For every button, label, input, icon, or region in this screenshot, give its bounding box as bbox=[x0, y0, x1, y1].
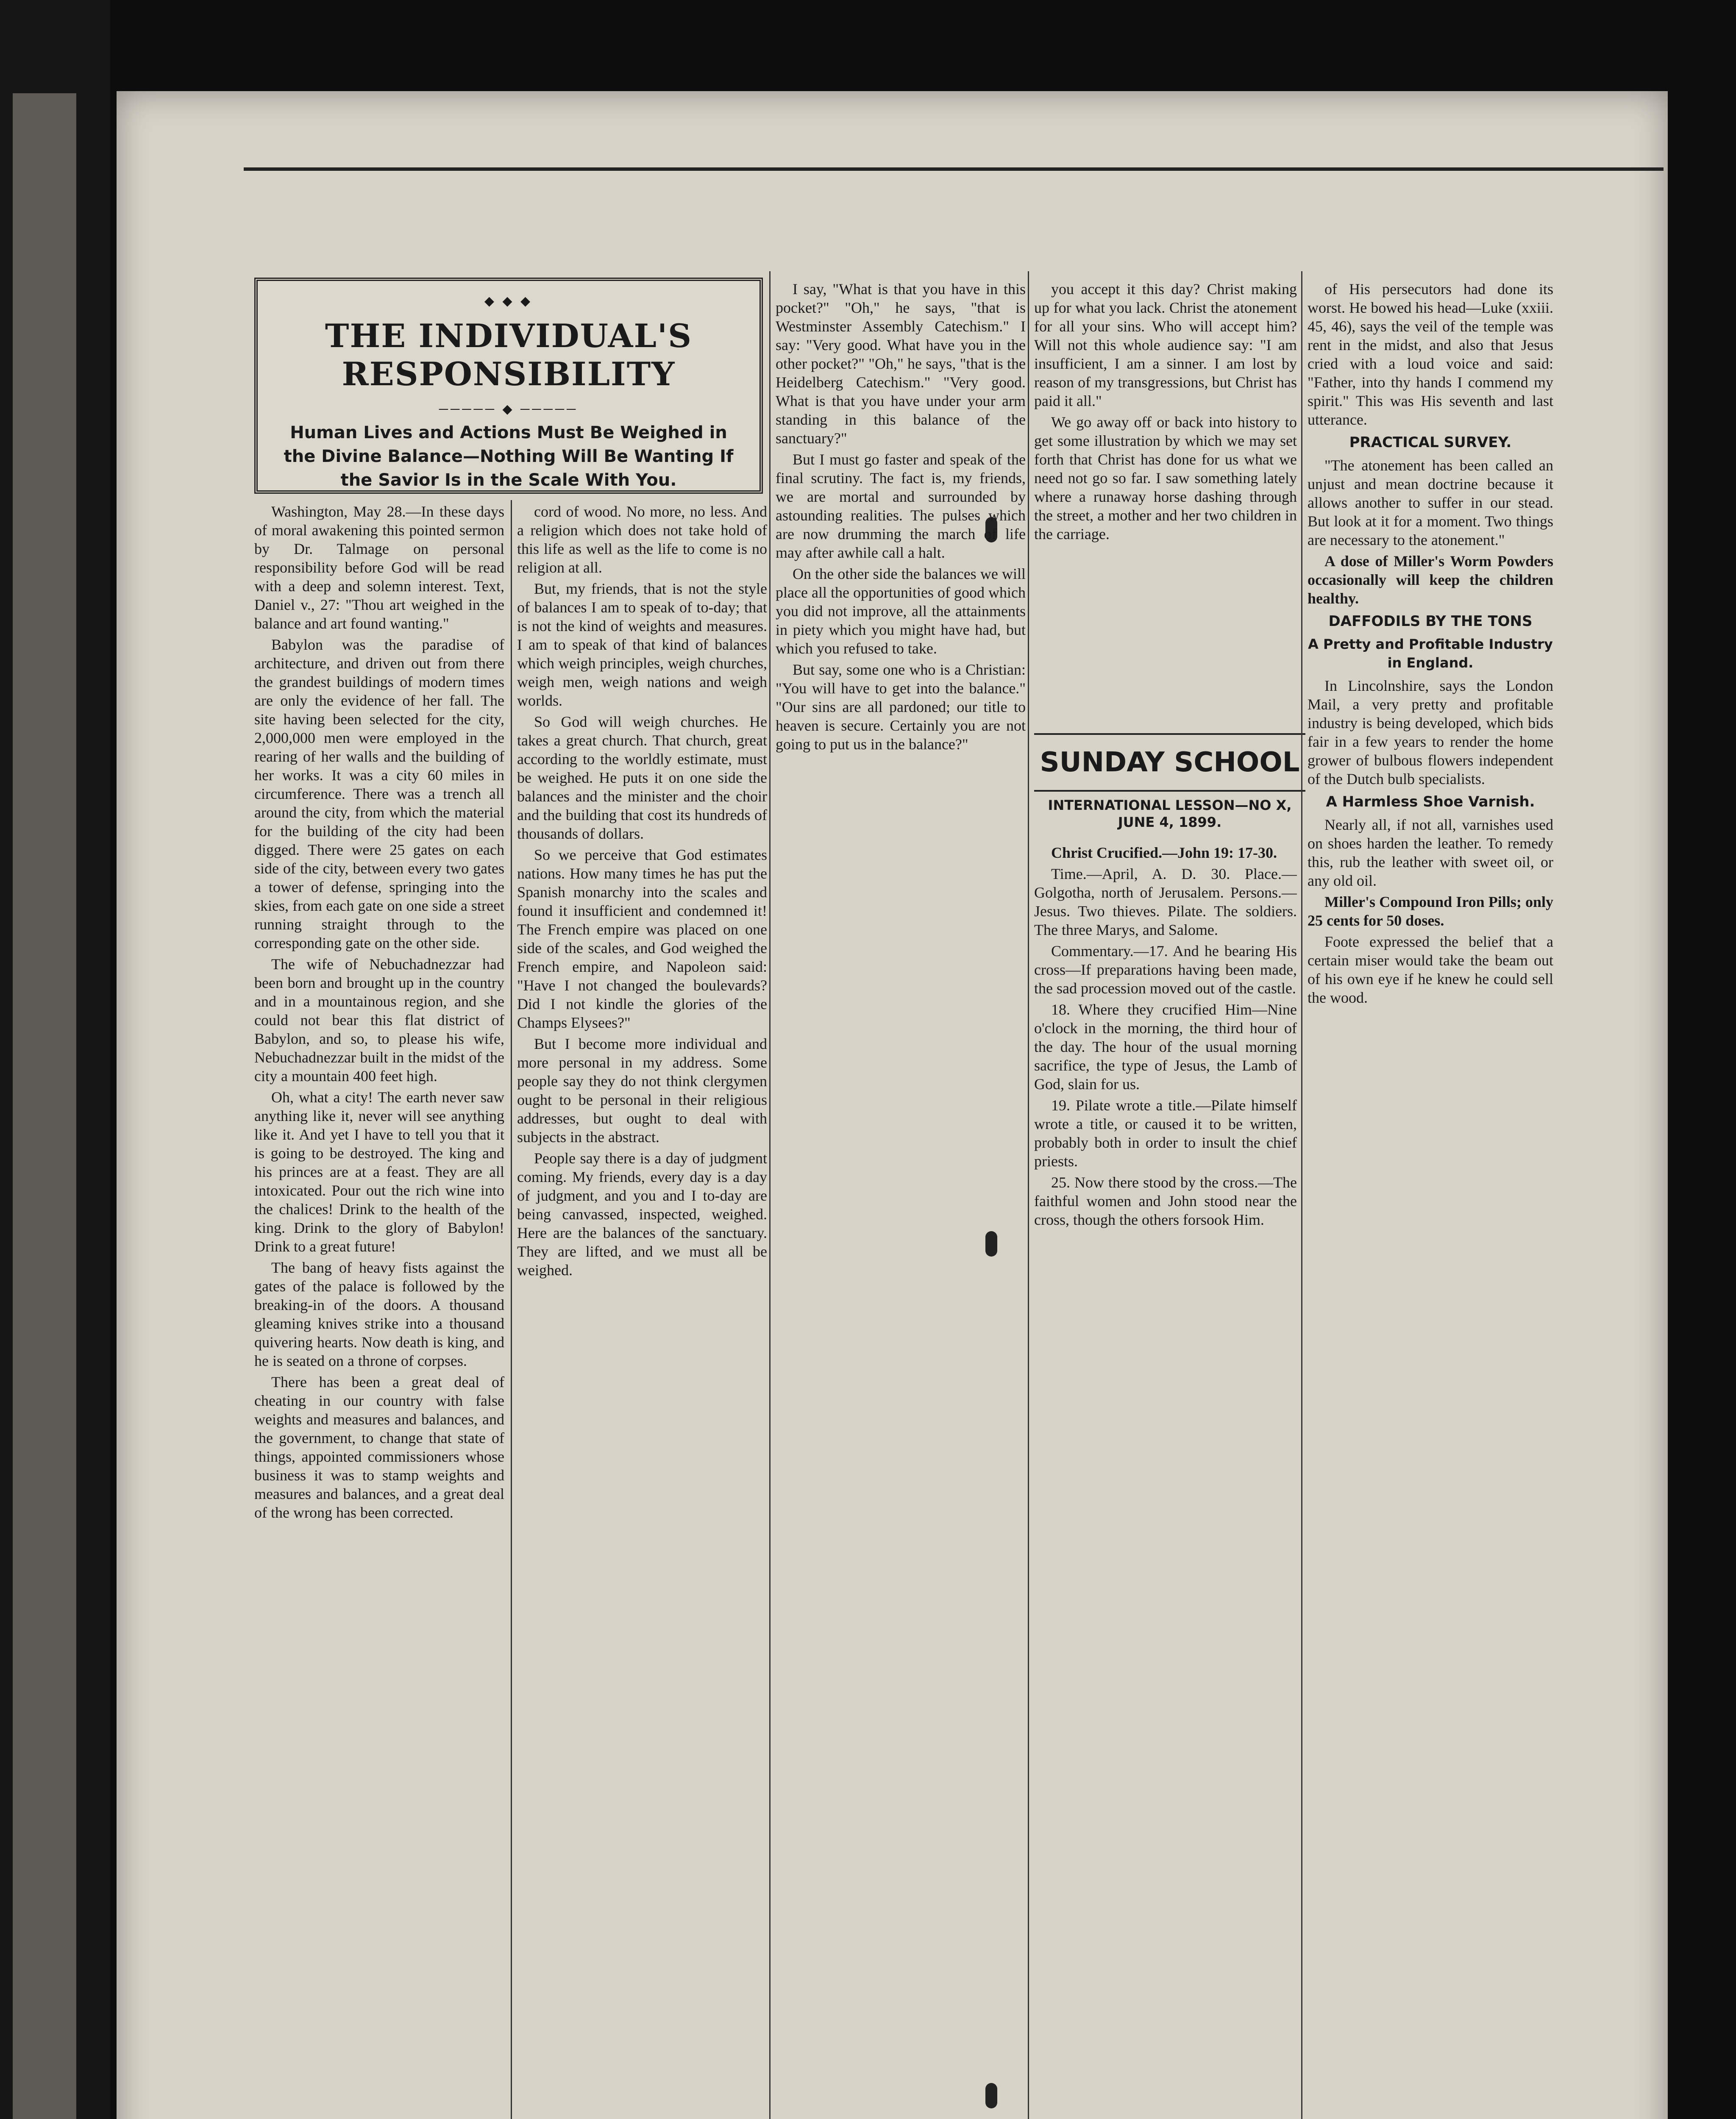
paragraph: 19. Pilate wrote a title.—Pilate himself wrote a title, or caused it to be written, probably both in order to insult the chief priests. bbox=[1034, 1097, 1297, 1170]
column-4 bbox=[1034, 280, 1297, 725]
column-rule bbox=[511, 500, 512, 2119]
paragraph: People say there is a day of judgment coming. My friends, every day is a day of judgment, and you and I to-day are being canvassed, inspected, weighed. Here are the balances of the sanctuary. They are lifted, and we must all be weighed. bbox=[517, 1150, 767, 1279]
ornament-divider: ───── ◆ ───── bbox=[439, 402, 579, 416]
section-heading: A Harmless Shoe Varnish. bbox=[1326, 793, 1535, 810]
paragraph: The bang of heavy fists against the gates of the palace is followed by the breaking-in of the doors. A thousand gleaming knives strike into a thousand quivering hearts. Now death is king, and he is seated on a throne of corpses. bbox=[254, 1259, 504, 1369]
paragraph: But I become more individual and more personal in my address. Some people say they do not think clergymen ought to be personal in their religious addresses, but ought to deal with subjects in the abstract. bbox=[517, 1035, 767, 1146]
masthead-rule bbox=[244, 167, 1664, 171]
paragraph: of His persecutors had done its worst. He bowed his head—Luke (xxiii. 45, 46), says the veil of the temple was rent in the midst, and also that Jesus cried with a loud voice and said: "Father, into thy hands I commend my spirit." This was His seventh and last utterance. bbox=[1308, 281, 1553, 428]
article-subtitle: Human Lives and Actions Must Be Weighed in the Divine Balance—Nothing Will Be Wanting If the Savior Is in the Scale With You. bbox=[284, 423, 734, 490]
section-subheading: A Pretty and Profitable Industry in England. bbox=[1308, 636, 1553, 671]
column-rule bbox=[769, 271, 771, 2119]
paragraph: So God will weigh churches. He takes a great church. That church, great according to the worldly estimate, must be weighed. He puts it on one side the balances and the minister and the choir and the building that cost its hundreds of thousands of dollars. bbox=[517, 713, 767, 842]
paragraph: cord of wood. No more, no less. And a religion which does not take hold of this life as well as the life to come is no religion at all. bbox=[517, 503, 767, 576]
paragraph: you accept it this day? Christ making up for what you lack. Christ the atonement for all your sins. Who will accept him? Will not this whole audience say: "I am insufficient, I am a sinner. I am lost by reason of my transgressions, but Christ has paid it all." bbox=[1034, 281, 1297, 409]
lesson-heading: INTERNATIONAL LESSON—NO X, JUNE 4, 1899. bbox=[1048, 797, 1292, 830]
paragraph: But say, some one who is a Christian: "You will have to get into the balance." "Our sins are all pardoned; our title to heaven is secure. Certainly you are not going to put us in the balance?" bbox=[776, 661, 1026, 753]
column-1 bbox=[254, 502, 504, 2119]
article-title: THE INDIVIDUAL'S RESPONSIBILITY bbox=[325, 317, 693, 393]
paragraph: So we perceive that God estimates nations. How many times he has put the Spanish monarchy into the scales and found it insufficient and condemned it! The French empire was placed on one side of the scales, and God weighed the French empire, and Napoleon said: "Have I not changed the boulevards? Did I not kindle the glories of the Champs Elysees?" bbox=[517, 846, 767, 1031]
advertisement: Miller's Compound Iron Pills; only 25 cents for 50 doses. bbox=[1308, 893, 1553, 929]
column-3 bbox=[776, 280, 1026, 2119]
paragraph: Oh, what a city! The earth never saw anything like it, never will see anything like it. And yet I have to tell you that it is going to be destroyed. The king and his princes are at a feast. They are all intoxicated. Pour out the rich wine into the chalices! Drink to the health of the king. Drink to the glory of Babylon! Drink to a great future! bbox=[254, 1089, 504, 1255]
column-rule bbox=[1028, 271, 1029, 2119]
paragraph: The wife of Nebuchadnezzar had been born and brought up in the country and in a mountainous region, and she could not bear this flat district of Babylon, and so, to please his wife, Nebuchadnezzar built in the midst of the city a mountain 400 feet high. bbox=[254, 956, 504, 1085]
advertisement: A dose of Miller's Worm Powders occasionally will keep the children healthy. bbox=[1308, 553, 1553, 607]
paragraph: I say, "What is that you have in this pocket?" "Oh," he says, "that is Westminster Assembly Catechism." I say: "Very good. What have you in the other pocket?" "Oh," he says, "that is the Heidelberg Catechism." "Very good. What is that you have under your arm standing in this balance of the sanctuary?" bbox=[776, 281, 1026, 447]
adjacent-page-edge bbox=[13, 93, 76, 2119]
sunday-school-heading: SUNDAY SCHOOL bbox=[1034, 733, 1305, 792]
paragraph: Washington, May 28.—In these days of moral awakening this pointed sermon by Dr. Talmage on personal responsibility before God will be read with a deep and solemn interest. Text, Daniel v., 27: "Thou art weighed in the balance and art found wanting." bbox=[254, 503, 504, 632]
paragraph: 18. Where they crucified Him—Nine o'clock in the morning, the third hour of the day. The hour of the usual morning sacrifice, the type of Jesus, the Lamb of God, slain for us. bbox=[1034, 1001, 1297, 1093]
lesson-topic: Christ Crucified.—John 19: 17-30. bbox=[1051, 844, 1277, 861]
paragraph: But I must go faster and speak of the final scrutiny. The fact is, my friends, we are mortal and surrounded by astounding realities. The pulses which are now drumming the march of life may after awhile call a halt. bbox=[776, 451, 1026, 561]
paragraph: Time.—April, A. D. 30. Place.—Golgotha, north of Jerusalem. Persons.—Jesus. Two thieves. Pilate. The soldiers. The three Marys, and Salome. bbox=[1034, 865, 1297, 938]
article-title-box bbox=[254, 278, 763, 494]
paragraph: Babylon was the paradise of architecture, and driven out from there the grandest buildings of modern times are only the evidence of her fall. The site having been selected for the city, 2,000,000 men were employed in the rearing of her walls and the building of her works. It was a city 60 miles in circumference. There was a trench all around the city, from which the material for the building of the city had been digged. There were 25 gates on each side of the city, between every two gates a tower of defense, springing into the skies, from each gate on one side a street running straight through to the corresponding gate on the other side. bbox=[254, 636, 504, 951]
column-6 bbox=[1308, 280, 1553, 2119]
paragraph: In Lincolnshire, says the London Mail, a very pretty and profitable industry is being developed, which bids fair in a few years to render the home grower of bulbous flowers independent of the Dutch bulb specialists. bbox=[1308, 677, 1553, 787]
paragraph: There has been a great deal of cheating in our country with false weights and measures and balances, and the government, to change that state of things, appointed commissioners whose business it was to stamp weights and measures and balances, and a great deal of the wrong has been corrected. bbox=[254, 1374, 504, 1521]
column-rule bbox=[1301, 271, 1302, 2119]
paragraph: On the other side the balances we will place all the opportunities of good which you did not improve, all the attainments in piety which you might have had, but which you refused to take. bbox=[776, 565, 1026, 657]
ornament-divider: ◆ ◆ ◆ bbox=[484, 294, 533, 308]
section-heading: DAFFODILS BY THE TONS bbox=[1328, 613, 1533, 630]
paragraph: But, my friends, that is not the style of balances I am to speak of to-day; that is not the kind of weights and measures. I am to speak of that kind of balances which weigh principles, weigh churches, weigh men, weigh nations and weigh worlds. bbox=[517, 580, 767, 709]
paragraph: Nearly all, if not all, varnishes used on shoes harden the leather. To remedy this, rub the leather with sweet oil, or any old oil. bbox=[1308, 816, 1553, 889]
paragraph: We go away off or back into history to get some illustration by which we may set forth that Christ has done for us what we need not go so far. I saw something lately where a runaway horse dashing through the street, a mother and her two children in the carriage. bbox=[1034, 414, 1297, 542]
paragraph: Foote expressed the belief that a certain miser would take the beam out of his own eye if he knew he could sell the wood. bbox=[1308, 933, 1553, 1006]
paragraph: Commentary.—17. And he bearing His cross—If preparations having been made, the sad procession moved out of the castle. bbox=[1034, 943, 1297, 997]
column-2 bbox=[517, 502, 767, 2119]
paragraph: "The atonement has been called an unjust and mean doctrine because it allows another to suffer in our stead. But look at it for a moment. Two things are necessary to the atonement." bbox=[1308, 457, 1553, 548]
paragraph: 25. Now there stood by the cross.—The faithful women and John stood near the cross, though the others forsook Him. bbox=[1034, 1174, 1297, 1228]
section-heading: PRACTICAL SURVEY. bbox=[1349, 434, 1512, 451]
sunday-school-body bbox=[1034, 843, 1297, 2119]
